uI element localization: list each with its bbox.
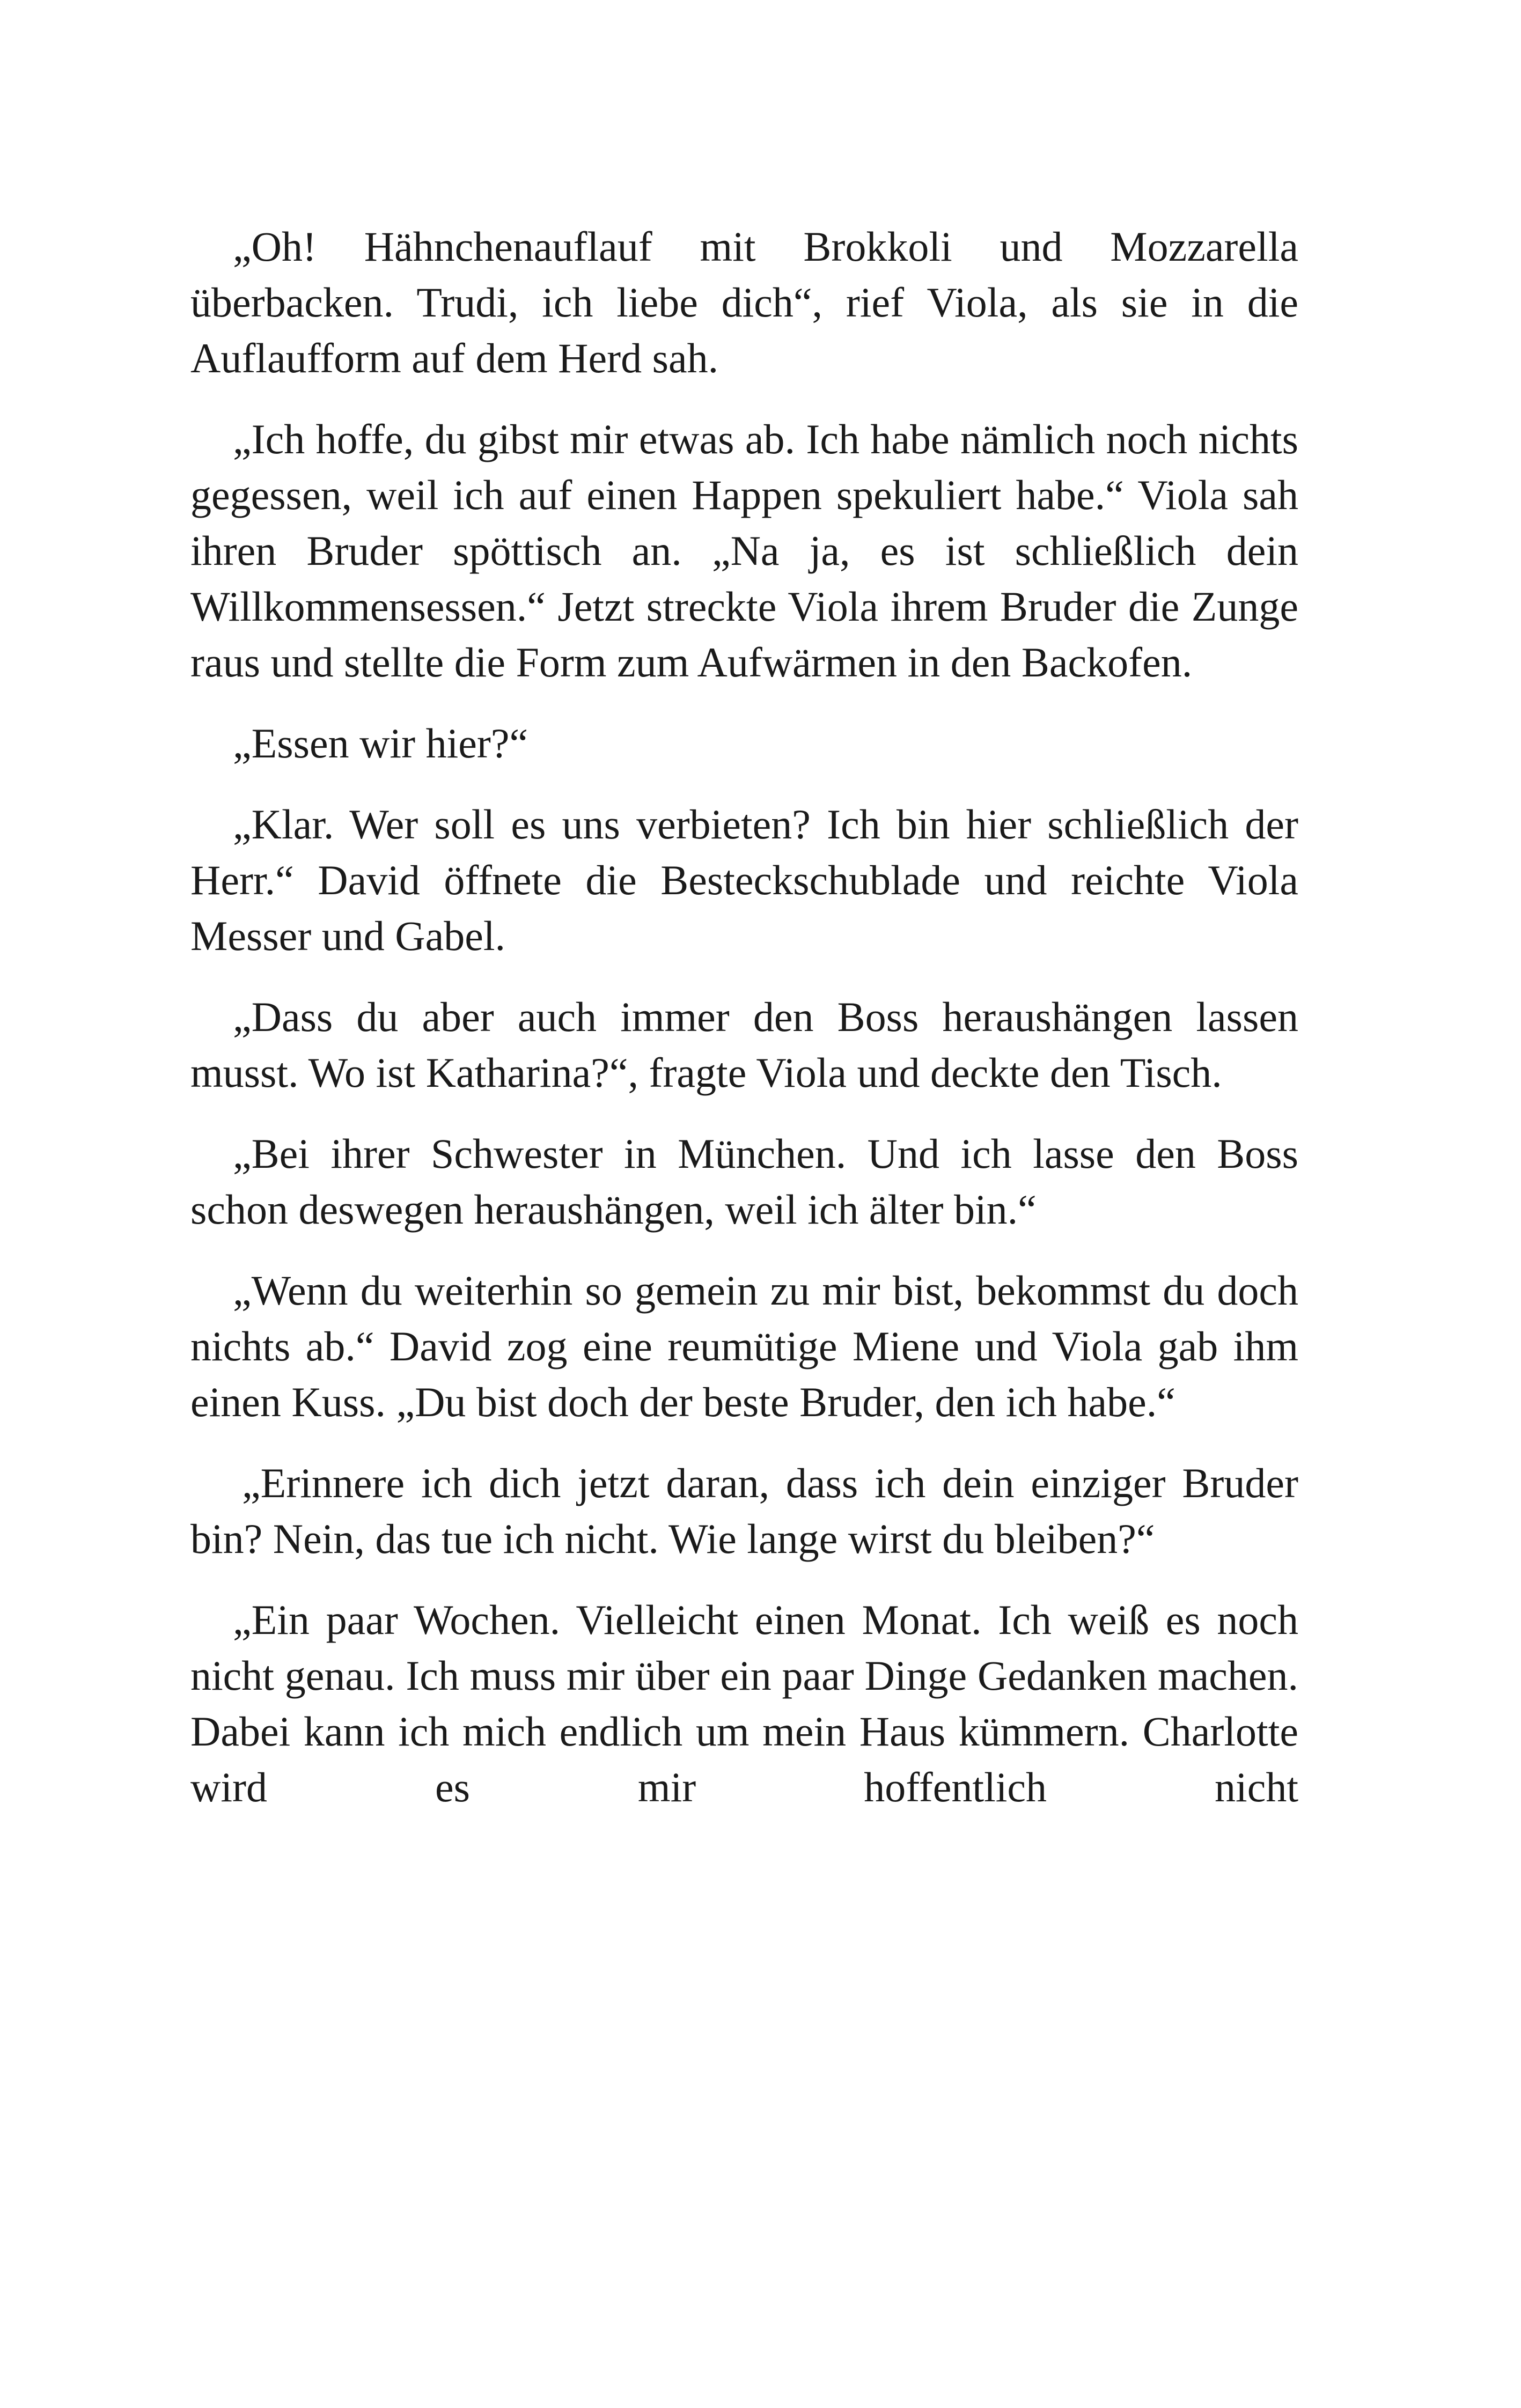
page-body-text — [190, 219, 1298, 1815]
paragraph-3: „Essen wir hier?“ — [233, 720, 528, 767]
paragraph-6: „Bei ihrer Schwester in München. Und ich lasse den Boss schon deswegen heraushängen, weil ich älter bin.“ — [190, 1130, 1298, 1233]
paragraph-1: „Oh! Hähnchenauflauf mit Brokkoli und Mozzarella überbacken. Trudi, ich liebe dich“, rief Viola, als sie in die Auflaufform auf dem Herd sah. — [190, 223, 1298, 381]
paragraph-4: „Klar. Wer soll es uns verbieten? Ich bin hier schließlich der Herr.“ David öffnete die Besteckschublade und reichte Viola Messer und Gabel. — [190, 801, 1298, 959]
paragraph-7: „Wenn du weiterhin so gemein zu mir bist, bekommst du doch nichts ab.“ David zog eine reumütige Miene und Viola gab ihm einen Kuss. „Du bist doch der beste Bruder, den ich habe.“ — [190, 1267, 1298, 1425]
paragraph-8: „Erinnere ich dich jetzt daran, dass ich dein einziger Bruder bin? Nein, das tue ich nicht. Wie lange wirst du bleiben?“ — [190, 1460, 1298, 1562]
paragraph-9: „Ein paar Wochen. Vielleicht einen Monat. Ich weiß es noch nicht genau. Ich muss mir über ein paar Dinge Gedanken machen. Dabei kann ich mich endlich um mein Haus kümmern. Charlotte wird es mir hoffentlich nicht — [190, 1596, 1298, 1810]
paragraph-5: „Dass du aber auch immer den Boss heraushängen lassen musst. Wo ist Katharina?“, fragte Viola und deckte den Tisch. — [190, 993, 1298, 1096]
paragraph-2: „Ich hoffe, du gibst mir etwas ab. Ich habe nämlich noch nichts gegessen, weil ich auf einen Happen spekuliert habe.“ Viola sah ihren Bruder spöttisch an. „Na ja, es ist schließlich dein Willkommensessen.“ Jetzt streckte Viola ihrem Bruder die Zunge raus und stellte die Form zum Aufwärmen in den Backofen. — [190, 416, 1298, 686]
